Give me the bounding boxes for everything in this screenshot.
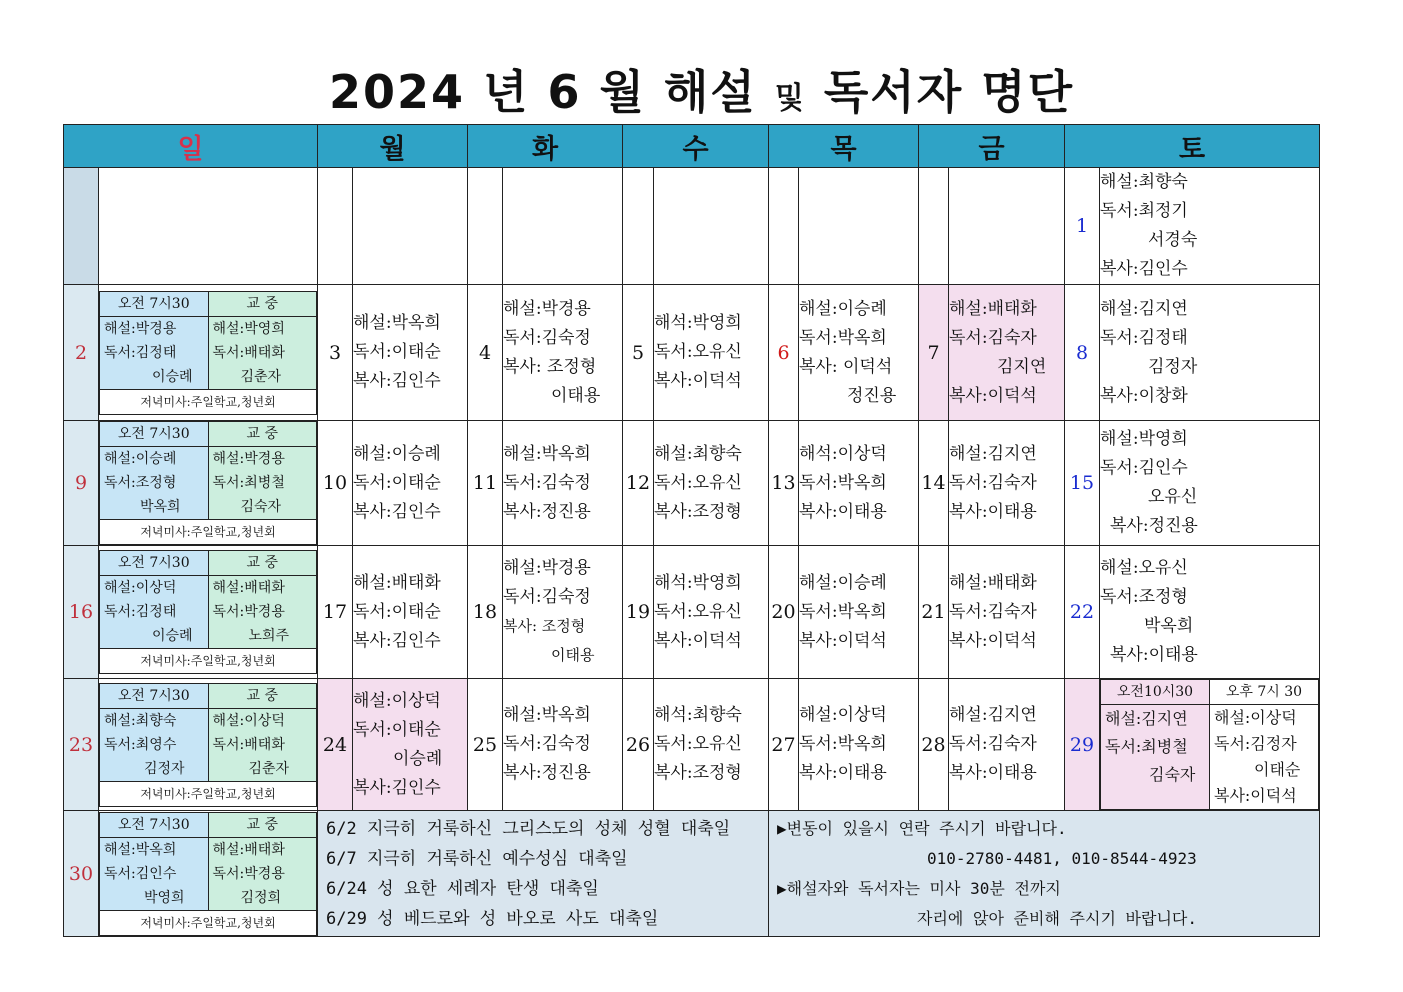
day-cell-sat: 해설:최향숙 독서:최정기 서경숙 복사:김인수 — [1100, 168, 1320, 285]
day-cell-fri: 해설:배태화 독서:김숙자 김지연 복사:이덕석 — [949, 285, 1065, 421]
week-row: 9 오전 7시30 교 중 해설:이승례 독서:조정형 박옥희 해설:박경용 독서:최병철 김숙자 저녁미사:주일학교,청년회 10 해설:이승례 독서:이태순 복사:김인수 11 해설:박옥희 독서:김숙정 복사:정진용 12 해설:최향숙 독서:오유신 복사:조정형 13 해석:이상덕 독서:박옥희 복사:이태용 14 해설:김지연 독서:김숙자 복사:이태용 15 해설:박영희 독서:김인수 오유신 복사:정진용 — [64, 421, 1320, 546]
day-header-mon: 월 — [318, 125, 468, 168]
day-cell-wed: 해석:박영희 독서:오유신 복사:이덕석 — [654, 285, 769, 421]
day-number: 2 — [64, 285, 99, 421]
notice-box: ▶변동이 있을시 연락 주시기 바랍니다. 010-2780-4481, 010-8544-4923 ▶해설자와 독서자는 미사 30분 전까지 자리에 앉아 준비해 주시기 바랍니다. — [769, 811, 1320, 937]
day-cell-mon: 해설:박옥희 독서:이태순 복사:김인수 — [353, 285, 468, 421]
sunday-cell: 오전 7시30 교 중 해설:박경용 독서:김정태 이승례 해설:박영희 독서:배태화 김춘자 저녁미사:주일학교,청년회 — [99, 285, 318, 421]
feast-list: 6/2 지극히 거룩하신 그리스도의 성체 성혈 대축일 6/7 지극히 거룩하신 예수성심 대축일 6/24 성 요한 세례자 탄생 대축일 6/29 성 베드로와 성 바오로 사도 대축일 — [318, 811, 769, 937]
day-cell-sat-split: 오전10시30 오후 7시 30 해설:김지연 독서:최병철 김숙자 해설:이상덕 독서:김정자 이태순 복사:이덕석 — [1100, 679, 1320, 811]
day-header-wed: 수 — [623, 125, 769, 168]
day-header-thu: 목 — [769, 125, 919, 168]
sunday-cell: 오전 7시30 교 중 해설:박옥희 독서:김인수 박영희 해설:배태화 독서:박경용 김정희 저녁미사:주일학교,청년회 — [99, 811, 318, 937]
schedule-table — [63, 124, 1320, 937]
day-cell-thu: 해설:이승례 독서:박옥희 복사: 이덕석 정진용 — [799, 285, 919, 421]
day-number: 1 — [1065, 168, 1100, 285]
sunday-cell: 오전 7시30 교 중 해설:이승례 독서:조정형 박옥희 해설:박경용 독서:최병철 김숙자 저녁미사:주일학교,청년회 — [99, 421, 318, 546]
day-header-sat: 토 — [1065, 125, 1320, 168]
week-row: 23 오전 7시30 교 중 해설:최향숙 독서:최영수 김정자 해설:이상덕 독서:배태화 김춘자 저녁미사:주일학교,청년회 24 해설:이상덕 독서:이태순 이승례 복사:김인수 25 해설:박옥희 독서:김숙정 복사:정진용 26 해석:최향숙 독서:오유신 복사:조정형 27 해설:이상덕 독서:박옥희 복사:이태용 28 해설:김지연 독서:김숙자 복사:이태용 29 오전10시30 오후 7시 30 해설:김지연 독서:최병철 김숙자 해설:이상덕 독서:김정자 이태순 복사:이덕석 — [64, 679, 1320, 811]
day-header-fri: 금 — [919, 125, 1065, 168]
page-title: 2024 년 6 월 해설 및 독서자 명단 — [328, 65, 1075, 119]
day-cell-sat: 해설:김지연 독서:김정태 김정자 복사:이창화 — [1100, 285, 1320, 421]
sunday-cell: 오전 7시30 교 중 해설:최향숙 독서:최영수 김정자 해설:이상덕 독서:배태화 김춘자 저녁미사:주일학교,청년회 — [99, 679, 318, 811]
week-row: 2 오전 7시30 교 중 해설:박경용 독서:김정태 이승례 해설:박영희 독서:배태화 김춘자 저녁미사:주일학교,청년회 3 해설:박옥희 독서:이태순 복사:김인수 4 해설:박경용 독서:김숙정 복사: 조정형 이태용 5 해석:박영희 독서:오유신 복사:이덕석 6 해설:이승례 독서:박옥희 복사: 이덕석 정진용 7 해설:배태화 독서:김숙자 김지연 복사:이덕석 8 해설:김지연 독서:김정태 김정자 복사:이창화 — [64, 285, 1320, 421]
day-header-sun: 일 — [64, 125, 318, 168]
week-row: 16 오전 7시30 교 중 해설:이상덕 독서:김정태 이승례 해설:배태화 독서:박경용 노희주 저녁미사:주일학교,청년회 17 해설:배태화 독서:이태순 복사:김인수 18 해설:박경용 독서:김숙정 복사: 조정형 이태용 19 해석:박영희 독서:오유신 복사:이덕석 20 해설:이승례 독서:박옥희 복사:이덕석 21 해설:배태화 독서:김숙자 복사:이덕석 22 해설:오유신 독서:조정형 박옥희 복사:이태용 — [64, 546, 1320, 679]
week-row — [64, 168, 1320, 285]
day-cell-tue: 해설:박경용 독서:김숙정 복사: 조정형 이태용 — [503, 285, 623, 421]
sunday-cell: 오전 7시30 교 중 해설:이상덕 독서:김정태 이승례 해설:배태화 독서:박경용 노희주 저녁미사:주일학교,청년회 — [99, 546, 318, 679]
day-header-tue: 화 — [468, 125, 623, 168]
week-row: 30 오전 7시30 교 중 해설:박옥희 독서:김인수 박영희 해설:배태화 독서:박경용 김정희 저녁미사:주일학교,청년회 6/2 지극히 거룩하신 그리스도의 성체 성혈 대축일 6/7 지극히 거룩하신 예수성심 대축일 6/24 성 요한 세례자 탄생 대축일 6/29 성 베드로와 성 바오로 사도 대축일 ▶변동이 있을시 연락 주시기 바랍니다. 010-2780-4481, 010-8544-4923 ▶해설자와 독서자는 미사 30분 전까지 자리에 앉아 준비해 주시기 바랍니다. — [64, 811, 1320, 937]
